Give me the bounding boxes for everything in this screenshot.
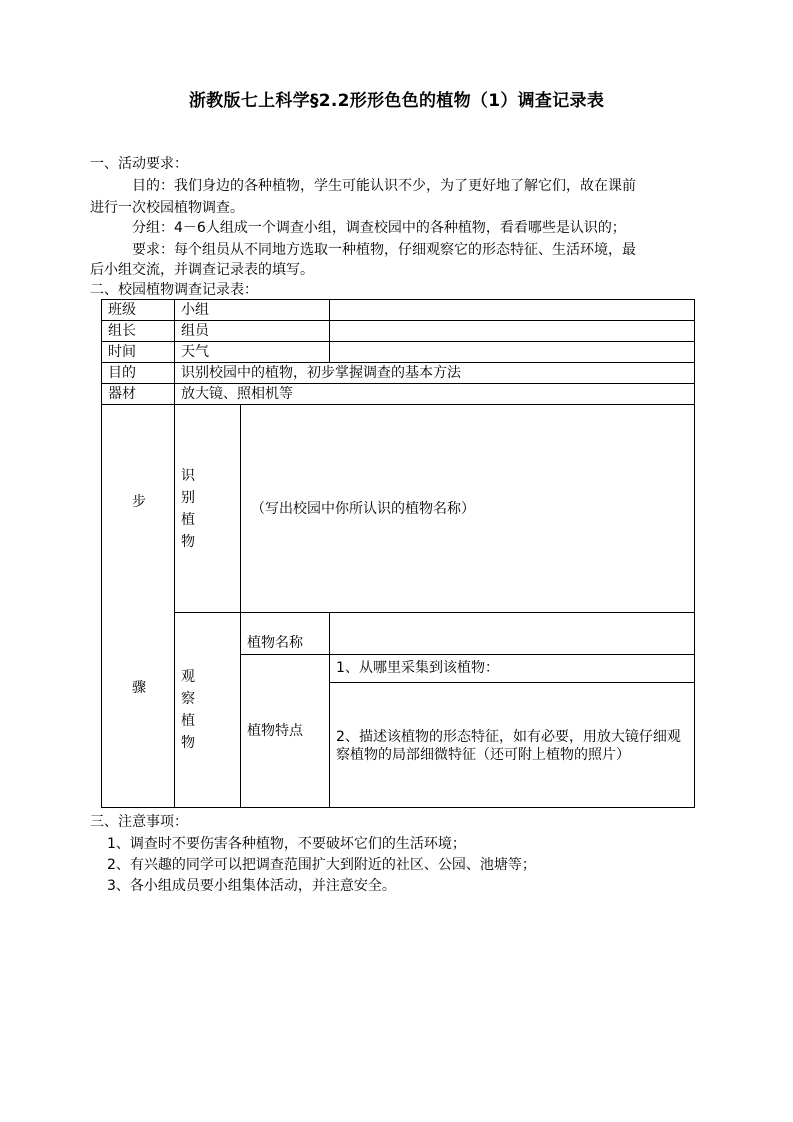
notice-item-1: 1、调查时不要伤害各种植物，不要破坏它们的生活环境； xyxy=(107,836,466,852)
section1-heading: 一、活动要求： xyxy=(90,156,188,172)
purpose-text-line1: 目的：我们身边的各种植物，学生可能认识不少，为了更好地了解它们，故在课前 xyxy=(132,178,636,194)
weather-label: 天气 xyxy=(175,342,330,363)
time-label: 时间 xyxy=(102,342,175,363)
steps-char-top: 步 xyxy=(132,494,146,510)
feature-question-1: 1、从哪里采集到该植物： xyxy=(330,654,695,683)
survey-record-table xyxy=(101,299,695,808)
group-value-cell[interactable] xyxy=(330,300,695,321)
group-label: 小组 xyxy=(175,300,330,321)
notice-item-2: 2、有兴趣的同学可以把调查范围扩大到附近的社区、公园、池塘等； xyxy=(107,857,536,873)
equipment-value: 放大镜、照相机等 xyxy=(175,384,695,405)
page-title: 浙教版七上科学§2.2形形色色的植物（1）调查记录表 xyxy=(188,91,605,111)
leader-label: 组长 xyxy=(102,321,175,342)
steps-char-bottom: 骤 xyxy=(132,680,146,696)
observe-plants-label-cell xyxy=(175,613,241,808)
requirement-text-line1: 要求：每个组员从不同地方选取一种植物，仔细观察它的形态特征、生活环境，最 xyxy=(132,242,636,258)
equipment-label: 器材 xyxy=(102,384,175,405)
identify-plants-label: 识别植物 xyxy=(181,467,195,550)
goal-label: 目的 xyxy=(102,363,175,384)
feature-question-2: 2、描述该植物的形态特征，如有必要，用放大镜仔细观察植物的局部细微特征（还可附上植物的照片） xyxy=(330,683,695,808)
section3-heading: 三、注意事项： xyxy=(90,814,188,830)
plant-feature-label: 植物特点 xyxy=(241,654,330,808)
weather-value-cell[interactable] xyxy=(330,342,695,363)
grouping-text: 分组：4－6人组成一个调查小组，调查校园中的各种植物，看看哪些是认识的； xyxy=(132,220,626,236)
notice-item-3: 3、各小组成员要小组集体活动，并注意安全。 xyxy=(107,878,396,894)
requirement-text-line2: 后小组交流，并调查记录表的填写。 xyxy=(90,262,314,278)
observe-plants-label: 观察植物 xyxy=(181,669,195,751)
identify-plants-area[interactable] xyxy=(241,405,695,613)
steps-column xyxy=(102,405,175,808)
member-label: 组员 xyxy=(175,321,330,342)
plant-name-value-cell[interactable] xyxy=(330,613,695,655)
section2-heading: 二、校园植物调查记录表： xyxy=(90,282,258,298)
class-label: 班级 xyxy=(102,300,175,321)
member-value-cell[interactable] xyxy=(330,321,695,342)
goal-value: 识别校园中的植物，初步掌握调查的基本方法 xyxy=(175,363,695,384)
identify-plants-label-cell xyxy=(175,405,241,613)
identify-plants-hint: （写出校园中你所认识的植物名称） xyxy=(251,500,475,517)
purpose-text-line2: 进行一次校园植物调查。 xyxy=(90,200,244,216)
plant-name-label: 植物名称 xyxy=(241,613,330,655)
